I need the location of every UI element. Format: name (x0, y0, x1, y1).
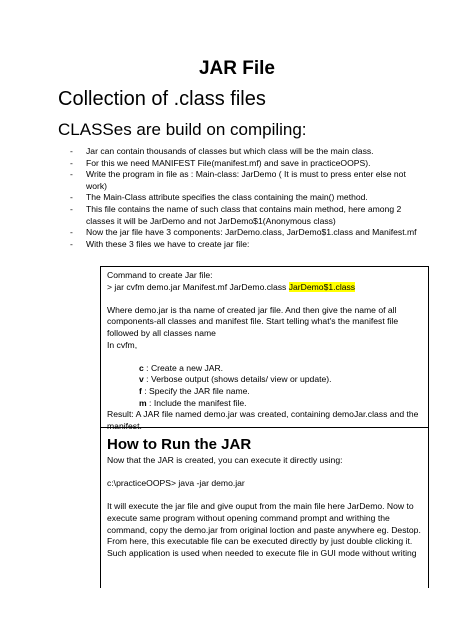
page-title: JAR File (198, 58, 276, 79)
run-command: c:\practiceOOPS> java -jar demo.jar (107, 478, 245, 489)
heading-collection: Collection of .class files (58, 88, 266, 110)
section-heading: How to Run the JAR (107, 436, 252, 453)
option-f: f : Specify the JAR file name. (139, 385, 250, 396)
dash-marker: - (70, 169, 73, 180)
command-line: > jar cvfm demo.jar Manifest.mf JarDemo.class JarDemo$1.class (107, 281, 356, 292)
highlighted-text: JarDemo$1.class (288, 281, 356, 292)
result-text: Result: A JAR file named demo.jar was created, containing demoJar.class and the manifest. (107, 409, 419, 431)
command-box (100, 266, 429, 431)
cvfm-label: In cvfm, (107, 339, 138, 350)
list-item: - The Main-Class attribute specifies the class containing the main() method. (70, 192, 368, 203)
dash-marker: - (70, 227, 73, 238)
dash-marker: - (70, 157, 73, 168)
option-m: m : Include the manifest file. (139, 397, 247, 408)
option-c: c : Create a new JAR. (139, 362, 224, 373)
heading-classes: CLASSes are build on compiling: (58, 120, 307, 139)
list-item: - With these 3 files we have to create jar file: (70, 238, 250, 249)
option-v: v : Verbose output (shows details/ view or update). (139, 374, 332, 385)
list-item: - For this we need MANIFEST File(manifest.mf) and save in practiceOOPS). (70, 157, 371, 168)
command-explanation: Where demo.jar is tha name of created jar file. And then give the name of all components-all classes and manifest file. Start telling what's the manifest file followed by all classes name (107, 304, 399, 338)
command-label: Command to create Jar file: (107, 270, 213, 280)
bullet-list (58, 146, 418, 250)
dash-marker: - (70, 192, 73, 203)
run-explanation: It will execute the jar file and give ouput from the main file here JarDemo. Now to execute same program without opening command prompt and writhing the command, copy the demo.jar from original loction and paste anywhere eg. Destop. From here, this executable file can be executed directly by just double clicking it. Such application is used when needed to execute file in GUI mode without writing (107, 501, 421, 558)
run-intro: Now that the JAR is created, you can execute it directly using: (107, 455, 343, 465)
dash-marker: - (70, 238, 73, 249)
run-jar-box (100, 428, 429, 588)
list-item: - Write the program in file as : Main-class: JarDemo ( It is must to press enter else not work) (70, 169, 406, 191)
dash-marker: - (70, 146, 73, 156)
list-item: - Now the jar file have 3 components: JarDemo.class, JarDemo$1.class and Manifest.mf (70, 227, 417, 238)
list-item: - This file contains the name of such class that contains main method, here among 2 classes it will be JarDemo and not JarDemo$1(Anonymous class) (70, 203, 402, 226)
dash-marker: - (70, 203, 73, 214)
list-item: - Jar can contain thousands of classes but which class will be the main class. (70, 146, 374, 156)
